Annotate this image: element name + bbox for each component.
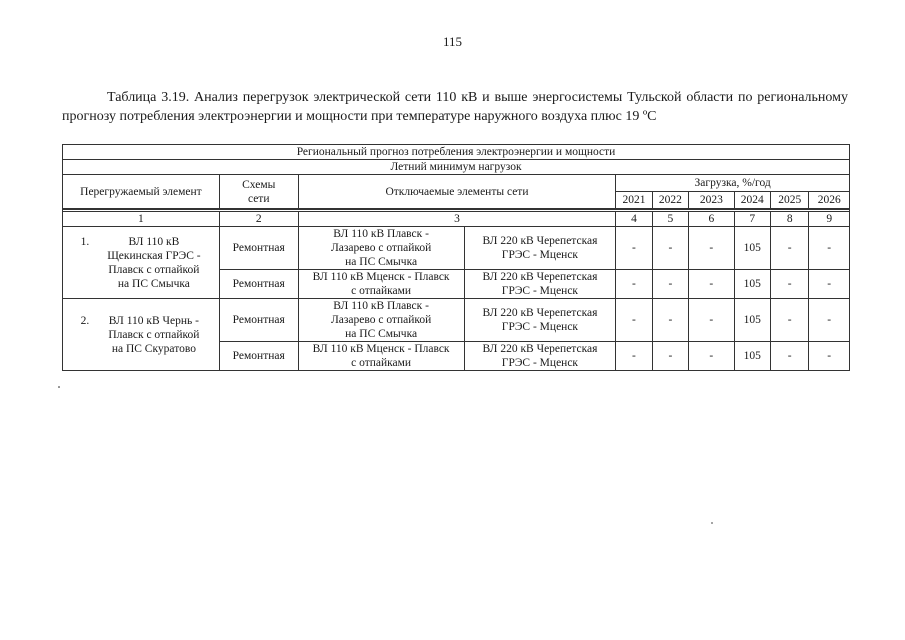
disconnected-line: ВЛ 220 кВ Черепетская [482, 343, 598, 355]
disconnected-line: Лазарево с отпайкой [330, 242, 432, 254]
disconnected-element-1 [298, 270, 464, 299]
year-header: 2026 [809, 192, 850, 210]
load-value-cell: - [771, 270, 809, 299]
overloaded-element-cell [63, 227, 220, 299]
year-header: 2021 [616, 192, 652, 210]
load-value-cell: - [689, 342, 735, 371]
overloaded-element-cell [63, 299, 220, 371]
element-name-line: Щекинская ГРЭС - [107, 249, 201, 262]
disconnected-line: ВЛ 220 кВ Черепетская [482, 307, 598, 319]
column-header-disconnected: Отключаемые элементы сети [298, 175, 616, 210]
disconnected-element-1 [298, 299, 464, 342]
disconnected-element-2 [464, 227, 616, 270]
load-value-cell: - [809, 342, 850, 371]
scheme-cell: Ремонтная [219, 270, 298, 299]
disconnected-line: ГРЭС - Мценск [501, 321, 579, 333]
load-value-cell: - [652, 299, 688, 342]
load-value-cell: - [652, 227, 688, 270]
scan-speck [58, 386, 60, 388]
year-header: 2023 [689, 192, 735, 210]
load-value-cell: - [689, 270, 735, 299]
element-name-line: Плавск с отпайкой [108, 328, 200, 341]
disconnected-line: ВЛ 110 кВ Плавск - [333, 228, 429, 240]
table-caption: Таблица 3.19. Анализ перегрузок электрической сети 110 кВ и выше энергосистемы Тульской области по региональному прогнозу потребления электроэнергии и мощности при температуре наружного воздуха плюс 19 ºС [62, 90, 848, 124]
year-header: 2024 [734, 192, 770, 210]
disconnected-line: ГРЭС - Мценск [501, 357, 579, 369]
disconnected-line: с отпайками [351, 357, 412, 369]
column-number: 6 [689, 212, 735, 227]
column-header-scheme-line: Схемы [242, 178, 276, 191]
load-value-cell: - [616, 299, 652, 342]
element-name-line: на ПС Скуратово [111, 342, 196, 355]
column-number: 2 [219, 212, 298, 227]
load-value-cell: - [771, 342, 809, 371]
scheme-cell: Ремонтная [219, 299, 298, 342]
column-number: 5 [652, 212, 688, 227]
disconnected-element-1 [298, 227, 464, 270]
column-header-load: Загрузка, %/год [616, 175, 850, 192]
table-row [63, 227, 850, 270]
element-name-line: на ПС Смычка [117, 277, 190, 290]
load-value-cell: - [771, 227, 809, 270]
disconnected-line: на ПС Смычка [345, 328, 418, 340]
header-season: Летний минимум нагрузок [63, 160, 850, 175]
table-row [63, 299, 850, 342]
disconnected-line: ВЛ 220 кВ Черепетская [482, 271, 598, 283]
disconnected-line: ВЛ 110 кВ Мценск - Плавск [312, 271, 450, 283]
load-value-cell: - [809, 299, 850, 342]
element-name [95, 235, 213, 291]
element-name-line: ВЛ 110 кВ Чернь - [108, 314, 199, 327]
scheme-cell: Ремонтная [219, 342, 298, 371]
overload-analysis-table [62, 144, 850, 371]
load-value-cell: 105 [734, 227, 770, 270]
year-header: 2022 [652, 192, 688, 210]
scheme-cell: Ремонтная [219, 227, 298, 270]
disconnected-line: на ПС Смычка [345, 256, 418, 268]
load-value-cell: - [771, 299, 809, 342]
column-number: 4 [616, 212, 652, 227]
column-number: 1 [63, 212, 220, 227]
disconnected-element-2 [464, 342, 616, 371]
disconnected-line: ГРЭС - Мценск [501, 285, 579, 297]
column-number: 7 [734, 212, 770, 227]
disconnected-line: ВЛ 110 кВ Мценск - Плавск [312, 343, 450, 355]
year-header: 2025 [771, 192, 809, 210]
load-value-cell: 105 [734, 270, 770, 299]
disconnected-line: ГРЭС - Мценск [501, 249, 579, 261]
column-number: 3 [298, 212, 616, 227]
column-number: 9 [809, 212, 850, 227]
element-number: 2. [80, 314, 90, 327]
element-number: 1. [80, 235, 90, 248]
scan-speck [711, 522, 713, 524]
load-value-cell: - [616, 227, 652, 270]
column-header-scheme [219, 175, 298, 210]
disconnected-line: с отпайками [351, 285, 412, 297]
column-header-element: Перегружаемый элемент [63, 175, 220, 210]
element-name-line: ВЛ 110 кВ [128, 235, 180, 248]
column-number: 8 [771, 212, 809, 227]
column-header-scheme-line: сети [247, 192, 270, 205]
disconnected-element-2 [464, 299, 616, 342]
load-value-cell: - [809, 227, 850, 270]
load-value-cell: 105 [734, 342, 770, 371]
element-name-line: Плавск с отпайкой [108, 263, 200, 276]
load-value-cell: - [616, 270, 652, 299]
element-name [95, 314, 213, 356]
page-number: 115 [442, 34, 463, 49]
disconnected-element-2 [464, 270, 616, 299]
load-value-cell: - [809, 270, 850, 299]
load-value-cell: - [652, 342, 688, 371]
disconnected-line: ВЛ 220 кВ Черепетская [482, 235, 598, 247]
disconnected-line: Лазарево с отпайкой [330, 314, 432, 326]
disconnected-element-1 [298, 342, 464, 371]
load-value-cell: - [689, 299, 735, 342]
header-forecast: Региональный прогноз потребления электроэнергии и мощности [63, 145, 850, 160]
disconnected-line: ВЛ 110 кВ Плавск - [333, 300, 429, 312]
load-value-cell: 105 [734, 299, 770, 342]
load-value-cell: - [616, 342, 652, 371]
load-value-cell: - [652, 270, 688, 299]
load-value-cell: - [689, 227, 735, 270]
